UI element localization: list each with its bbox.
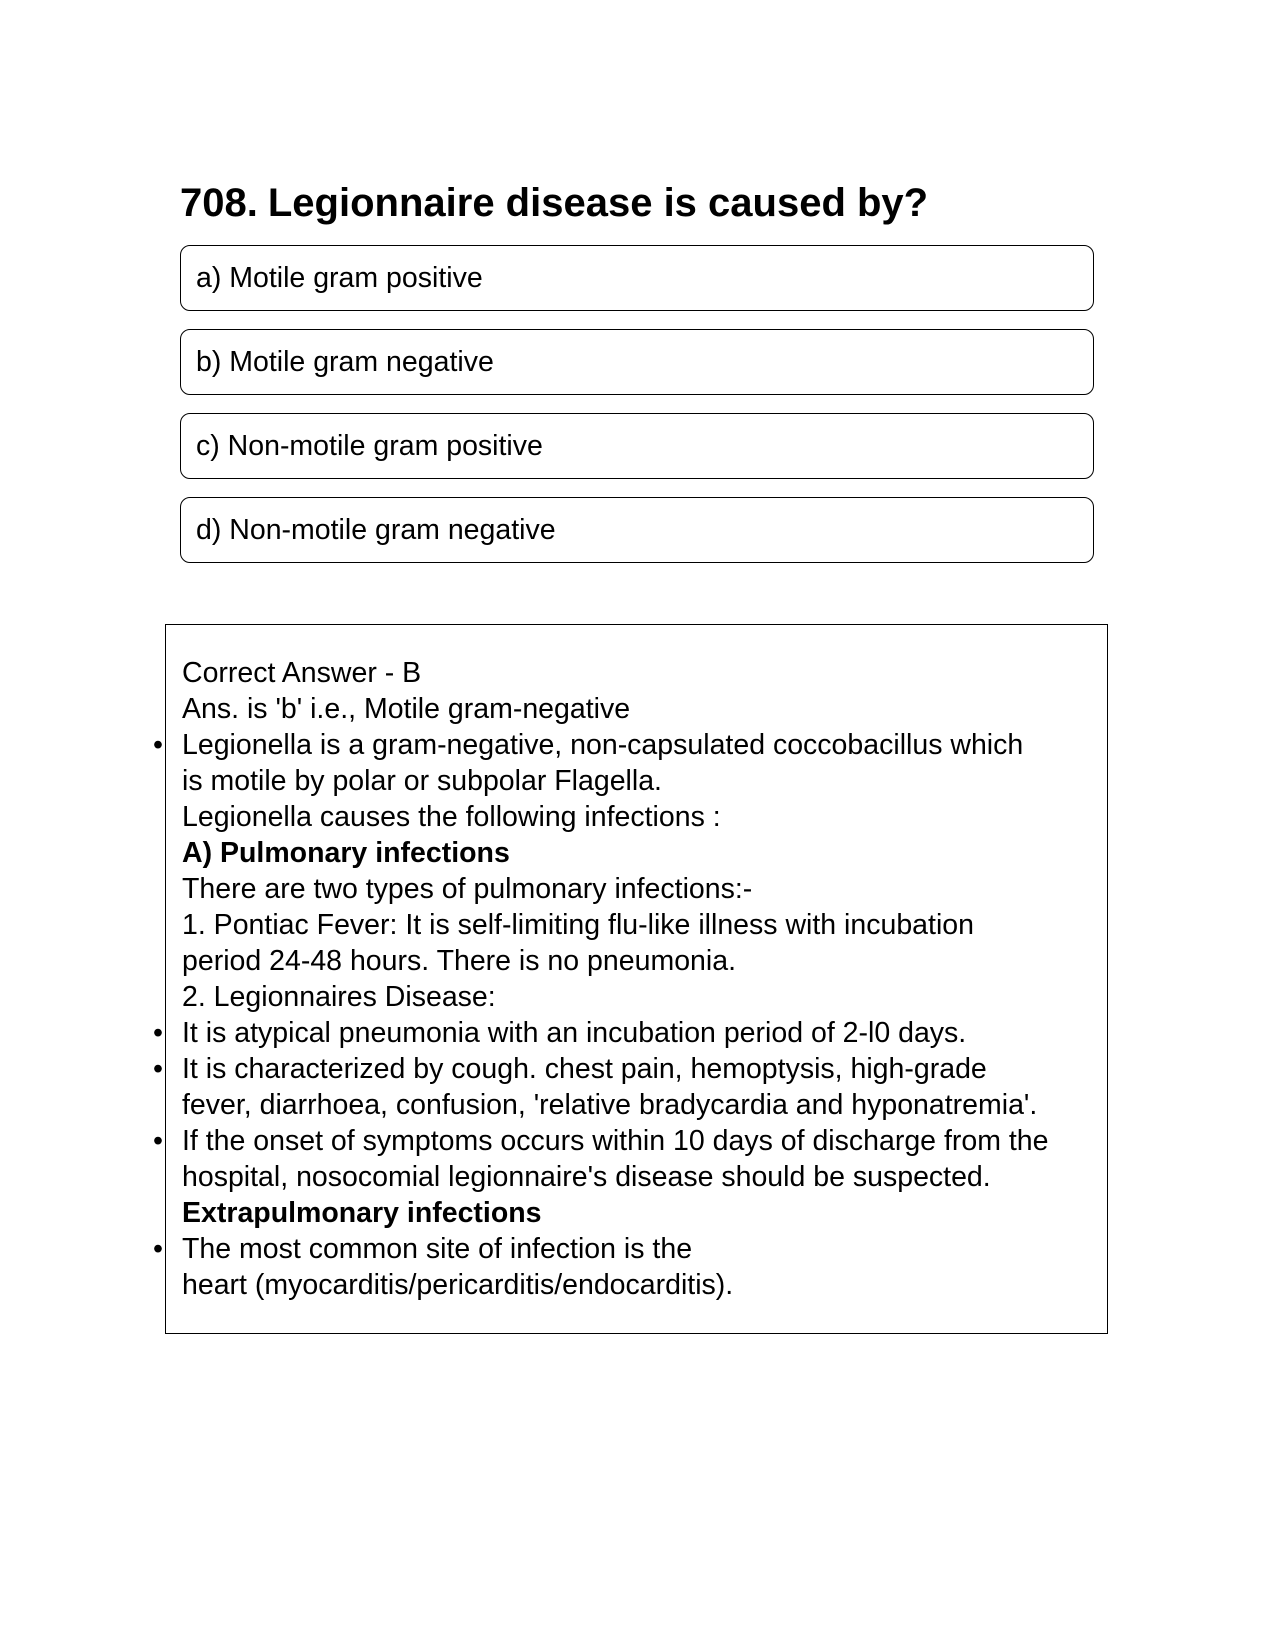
explanation-line-text: Legionella is a gram-negative, non-capsulated coccobacillus which	[182, 729, 1024, 761]
explanation-line	[182, 907, 1102, 943]
explanation-line-text: 1. Pontiac Fever: It is self-limiting flu-like illness with incubation	[182, 909, 974, 941]
question-number: 708.	[180, 181, 258, 225]
explanation-line-text: A) Pulmonary infections	[182, 837, 510, 869]
explanation-line	[182, 1159, 1102, 1195]
option-a[interactable]: a) Motile gram positive	[180, 245, 1094, 311]
explanation-line	[153, 1123, 1102, 1159]
explanation-line-text: Ans. is 'b' i.e., Motile gram-negative	[182, 693, 631, 725]
explanation-line	[182, 655, 1102, 691]
option-d[interactable]: d) Non-motile gram negative	[180, 497, 1094, 563]
explanation-line	[182, 943, 1102, 979]
explanation-line-text: Legionella causes the following infections :	[182, 801, 721, 833]
section-heading	[182, 1195, 1102, 1231]
explanation-line	[182, 691, 1102, 727]
section-heading	[182, 835, 1102, 871]
explanation-line-text: fever, diarrhoea, confusion, 'relative bradycardia and hyponatremia'.	[182, 1089, 1038, 1121]
bullet-icon: •	[153, 729, 163, 761]
explanation-line	[153, 727, 1102, 763]
bullet-icon: •	[153, 1233, 163, 1265]
explanation-line	[182, 979, 1102, 1015]
explanation-line-text: hospital, nosocomial legionnaire's disease should be suspected.	[182, 1161, 991, 1193]
explanation-line-text: It is atypical pneumonia with an incubation period of 2-l0 days.	[182, 1017, 967, 1049]
option-b[interactable]: b) Motile gram negative	[180, 329, 1094, 395]
bullet-icon: •	[153, 1125, 163, 1157]
explanation-line	[153, 1015, 1102, 1051]
bullet-icon: •	[153, 1053, 163, 1085]
question-text: Legionnaire disease is caused by?	[267, 181, 929, 225]
bullet-icon: •	[153, 1017, 163, 1049]
explanation-line-text: Correct Answer - B	[182, 657, 422, 689]
answer-explanation-box	[153, 624, 1108, 1334]
explanation-line	[182, 799, 1102, 835]
explanation-line-text: 2. Legionnaires Disease:	[182, 981, 496, 1013]
explanation-line-text: is motile by polar or subpolar Flagella.	[182, 765, 662, 797]
explanation-line	[153, 1051, 1102, 1087]
explanation-line-text: period 24-48 hours. There is no pneumonia.	[182, 945, 736, 977]
explanation-line	[153, 1231, 1102, 1267]
explanation-line-text: If the onset of symptoms occurs within 10 days of discharge from the	[182, 1125, 1049, 1157]
explanation-line	[182, 1087, 1102, 1123]
explanation-line-text: Extrapulmonary infections	[182, 1197, 542, 1229]
explanation-line-text: It is characterized by cough. chest pain, hemoptysis, high-grade	[182, 1053, 987, 1085]
explanation-line-text: heart (myocarditis/pericarditis/endocarditis).	[182, 1269, 734, 1301]
explanation-line	[182, 1267, 1102, 1303]
explanation-line	[182, 871, 1102, 907]
explanation-line	[182, 763, 1102, 799]
explanation-line-text: The most common site of infection is the	[182, 1233, 693, 1265]
explanation-line-text: There are two types of pulmonary infections:-	[182, 873, 753, 905]
question-heading	[180, 178, 1140, 228]
option-c[interactable]: c) Non-motile gram positive	[180, 413, 1094, 479]
answer-explanation-text	[153, 655, 1102, 1303]
